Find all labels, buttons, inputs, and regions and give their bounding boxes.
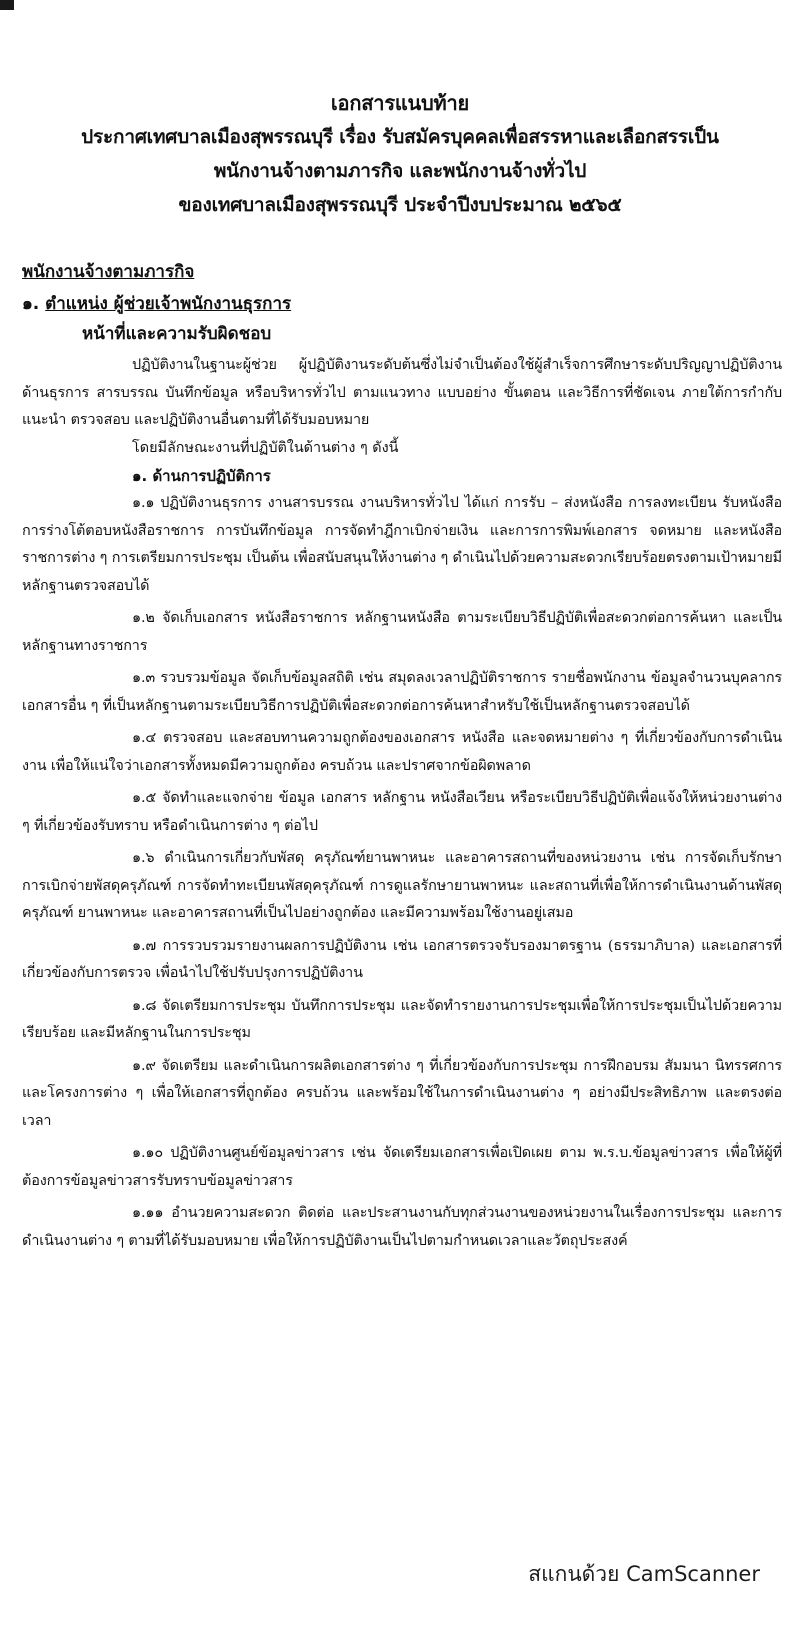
scan-corner-mark [0, 0, 14, 10]
duty-item: ๑.๑๑ อำนวยความสะดวก ติดต่อ และประสานงานกับทุกส่วนงานของหน่วยงานในเรื่องการประชุม และการดำเนินงานต่าง ๆ ตามที่ได้รับมอบหมาย เพื่อให้การปฏิบัติงานเป็นไปตามกำหนดเวลาและวัตถุประสงค์ [22, 1205, 782, 1249]
duty-item: ๑.๖ ดำเนินการเกี่ยวกับพัสดุ ครุภัณฑ์ยานพาหนะ และอาคารสถานที่ของหน่วยงาน เช่น การจัดเก็บรักษา การเบิกจ่ายพัสดุครุภัณฑ์ การจัดทำทะเบียนพัสดุครุภัณฑ์ การดูแลรักษายานพาหนะ และสถานที่เพื่อให้การดำเนินงานด้านพัสดุครุภัณฑ์ ยานพาหนะ และอาคารสถานที่เป็นไปอย่างถูกต้อง และมีความพร้อมใช้งานอยู่เสมอ [22, 850, 782, 921]
duty-items-list [22, 490, 782, 1255]
duty-item: ๑.๘ จัดเตรียมการประชุม บันทึกการประชุม และจัดทำรายงานการประชุมเพื่อให้การประชุมเป็นไปด้วยความเรียบร้อย และมีหลักฐานในการประชุม [22, 997, 782, 1041]
duties-paragraph: ปฏิบัติงานในฐานะผู้ช่วย ผู้ปฏิบัติงานระดับต้นซึ่งไม่จำเป็นต้องใช้ผู้สำเร็จการศึกษาระดับปริญญาปฏิบัติงานด้านธุรการ สารบรรณ บันทึกข้อมูล หรือบริหารทั่วไป ตามแนวทาง แบบอย่าง ขั้นตอน และวิธีการที่ชัดเจน ภายใต้การกำกับ แนะนำ ตรวจสอบ และปฏิบัติงานอื่นตามที่ได้รับมอบหมาย [22, 357, 782, 428]
title-employee-types: พนักงานจ้างตามภารกิจ และพนักงานจ้างทั่วไป [213, 160, 587, 182]
position-heading [22, 290, 782, 318]
title-attachment: เอกสารแนบท้าย [330, 91, 470, 115]
title-announcement: ประกาศเทศบาลเมืองสุพรรณบุรี เรื่อง รับสมัครบุคคลเพื่อสรรหาและเลือกสรรเป็น [81, 126, 719, 148]
position-number: ๑. [22, 294, 40, 314]
duties-heading: หน้าที่และความรับผิดชอบ [82, 324, 272, 344]
duty-item: ๑.๗ การรวบรวมรายงานผลการปฏิบัติงาน เช่น เอกสารตรวจรับรองมาตรฐาน (ธรรมาภิบาล) และเอกสารที่เกี่ยวข้องกับการตรวจ เพื่อนำไปใช้ปรับปรุงการปฏิบัติงาน [22, 937, 782, 981]
section-heading: พนักงานจ้างตามภารกิจ [22, 262, 195, 282]
camscanner-watermark: สแกนด้วย CamScanner [528, 1562, 760, 1586]
duty-item: ๑.๑ ปฏิบัติงานธุรการ งานสารบรรณ งานบริหารทั่วไป ได้แก่ การรับ – ส่งหนังสือ การลงทะเบียน รับหนังสือ การร่างโต้ตอบหนังสือราชการ การบันทึกข้อมูล การจัดทำฎีกาเบิกจ่ายเงิน และการการพิมพ์เอกสาร จดหมาย และหนังสือราชการต่าง ๆ การเตรียมการประชุม เป็นต้น เพื่อสนับสนุนให้งานต่าง ๆ ดำเนินไปด้วยความสะดวกเรียบร้อยตรงตามเป้าหมายมีหลักฐานตรวจสอบได้ [22, 495, 782, 594]
duty-item: ๑.๒ จัดเก็บเอกสาร หนังสือราชการ หลักฐานหนังสือ ตามระเบียบวิธีปฏิบัติเพื่อสะดวกต่อการค้นหา และเป็นหลักฐานทางราชการ [22, 610, 782, 654]
duty-item: ๑.๙ จัดเตรียม และดำเนินการผลิตเอกสารต่าง ๆ ที่เกี่ยวข้องกับการประชุม การฝึกอบรม สัมมนา นิทรรศการ และโครงการต่าง ๆ เพื่อให้เอกสารที่ถูกต้อง ครบถ้วน และพร้อมใช้ในการดำเนินงานต่าง ๆ อย่างมีประสิทธิภาพ และตรงต่อเวลา [22, 1057, 782, 1129]
duty-item: ๑.๔ ตรวจสอบ และสอบทานความถูกต้องของเอกสาร หนังสือ และจดหมายต่าง ๆ ที่เกี่ยวข้องกับการดำเนินงาน เพื่อให้แน่ใจว่าเอกสารทั้งหมดมีความถูกต้อง ครบถ้วน และปราศจากข้อผิดพลาด [22, 730, 782, 774]
duty-item: ๑.๓ รวบรวมข้อมูล จัดเก็บข้อมูลสถิติ เช่น สมุดลงเวลาปฏิบัติราชการ รายชื่อพนักงาน ข้อมูลจำนวนบุคลากร เอกสารอื่น ๆ ที่เป็นหลักฐานตามระเบียบวิธีการปฏิบัติเพื่อสะดวกต่อการค้นหาสำหรับใช้เป็นหลักฐานตรวจสอบได้ [22, 670, 782, 714]
document-body [22, 258, 782, 1260]
document-title-block [0, 86, 800, 222]
operations-heading: ๑. ด้านการปฏิบัติการ [132, 467, 271, 485]
duty-item: ๑.๕ จัดทำและแจกจ่าย ข้อมูล เอกสาร หลักฐาน หนังสือเวียน หรือระเบียบวิธีปฏิบัติเพื่อแจ้งให้หน่วยงานต่าง ๆ ที่เกี่ยวข้องรับทราบ หรือดำเนินการต่าง ๆ ต่อไป [22, 790, 782, 834]
position-title: ตำแหน่ง ผู้ช่วยเจ้าพนักงานธุรการ [45, 294, 292, 314]
duties-intro: โดยมีลักษณะงานที่ปฏิบัติในด้านต่าง ๆ ดังนี้ [132, 439, 399, 456]
title-fiscal-year: ของเทศบาลเมืองสุพรรณบุรี ประจำปีงบประมาณ ๒๕๖๕ [178, 194, 622, 216]
duty-item: ๑.๑๐ ปฏิบัติงานศูนย์ข้อมูลข่าวสาร เช่น จัดเตรียมเอกสารเพื่อเปิดเผย ตาม พ.ร.บ.ข้อมูลข่าวสาร เพื่อให้ผู้ที่ต้องการข้อมูลข่าวสารรับทราบข้อมูลข่าวสาร [22, 1145, 782, 1189]
